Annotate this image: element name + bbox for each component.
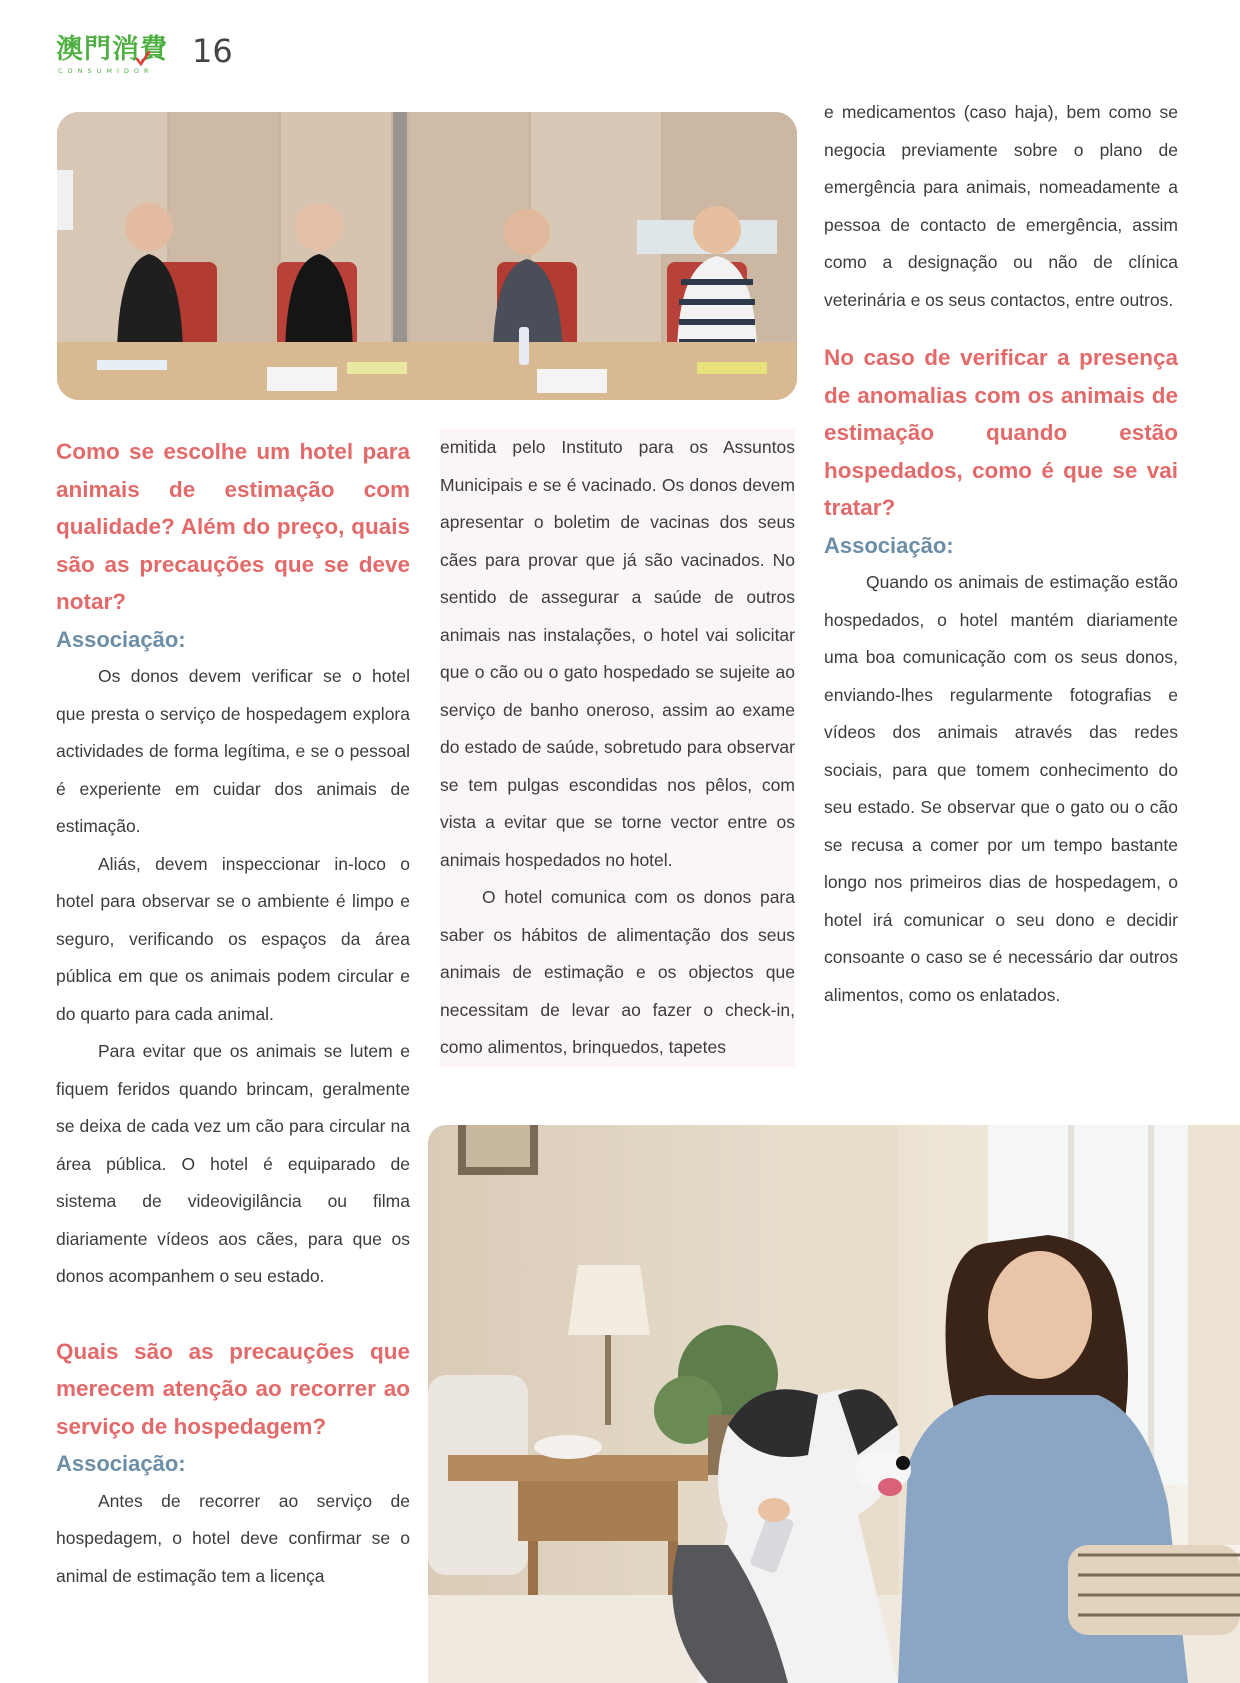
- magazine-logo: [56, 34, 168, 76]
- association-label: Associação:: [824, 532, 954, 558]
- body-paragraph: e medicamentos (caso haja), bem como se negocia previamente sobre o plano de emergência para animais, nomeadamente a pessoa de contacto de emergência, assim como a designação ou não de clínica veterinária e os seus contactos, entre outros.: [824, 102, 1178, 310]
- body-paragraph: Para evitar que os animais se lutem e fiquem feridos quando brincam, geralmente se deixa de cada vez um cão para circular na área pública. O hotel é equiparado de sistema de videovigilância ou filma diariamente vídeos aos cães, para que os donos acompanhem o seu estado.: [56, 1041, 410, 1286]
- question-heading: No caso de verificar a presença de anomalias com os animais de estimação quando estão hospedados, como é que se vai tratar?: [824, 345, 1178, 520]
- association-label: Associação:: [56, 1451, 186, 1476]
- spacer: [824, 319, 1178, 339]
- spacer: [56, 1296, 410, 1333]
- column-right: [824, 94, 1178, 1014]
- body-paragraph: Antes de recorrer ao serviço de hospedagem, o hotel deve confirmar se o animal de estimação tem a licença: [56, 1490, 410, 1586]
- association-label: Associação:: [56, 626, 186, 652]
- body-paragraph: Os donos devem verificar se o hotel que presta o serviço de hospedagem explora actividades de forma legítima, e se o pessoal é experiente em cuidar dos animais de estimação.: [56, 666, 410, 836]
- masthead: [56, 34, 233, 76]
- press-conference-photo: [57, 112, 797, 400]
- question-heading: Como se escolhe um hotel para animais de estimação com qualidade? Além do preço, quais são as precauções que se deve notar?: [56, 439, 410, 614]
- woman-dog-illustration: [428, 1125, 1240, 1683]
- column-middle: [440, 429, 795, 1067]
- woman-brushing-dog-photo: [428, 1125, 1240, 1683]
- column-left: [56, 433, 410, 1595]
- question-heading: Quais são as precauções que merecem atenção ao recorrer ao serviço de hospedagem?: [56, 1338, 410, 1439]
- body-paragraph: Aliás, devem inspeccionar in-loco o hotel para observar se o ambiente é limpo e seguro, verificando os espaços da área pública em que os animais podem circular e do quarto para cada animal.: [56, 853, 410, 1024]
- checkmark-icon: [136, 50, 150, 66]
- page-number: 16: [192, 32, 233, 70]
- press-conference-illustration: [57, 112, 797, 400]
- body-paragraph: emitida pelo Instituto para os Assuntos Municipais e se é vacinado. Os donos devem apresentar o boletim de vacinas dos seus cães para provar que já são vacinados. No sentido de assegurar a saúde de outros animais nas instalações, o hotel vai solicitar que o cão ou o gato hospedado se sujeite ao serviço de banho oneroso, assim ao exame do estado de saúde, sobretudo para observar se tem pulgas escondidas nos pêlos, com vista a evitar que se torne vector entre os animais hospedados no hotel.: [440, 437, 795, 870]
- logo-subtitle: CONSUMIDOR: [58, 67, 154, 75]
- body-paragraph: O hotel comunica com os donos para saber os hábitos de alimentação dos seus animais de estimação e os objectos que necessitam de levar ao fazer o check-in, como alimentos, brinquedos, tapetes: [440, 887, 795, 1057]
- logo-text: 澳門消費: [56, 34, 168, 65]
- body-paragraph: Quando os animais de estimação estão hospedados, o hotel mantém diariamente uma boa comunicação com os seus donos, enviando-lhes regularmente fotografias e vídeos dos animais através das redes sociais, para que tomem conhecimento do seu estado. Se observar que o gato ou o cão se recusa a comer por um tempo bastante longo nos primeiros dias de hospedagem, o hotel irá comunicar o seu dono e decidir consoante o caso se é necessário dar outros alimentos, como os enlatados.: [824, 572, 1178, 1005]
